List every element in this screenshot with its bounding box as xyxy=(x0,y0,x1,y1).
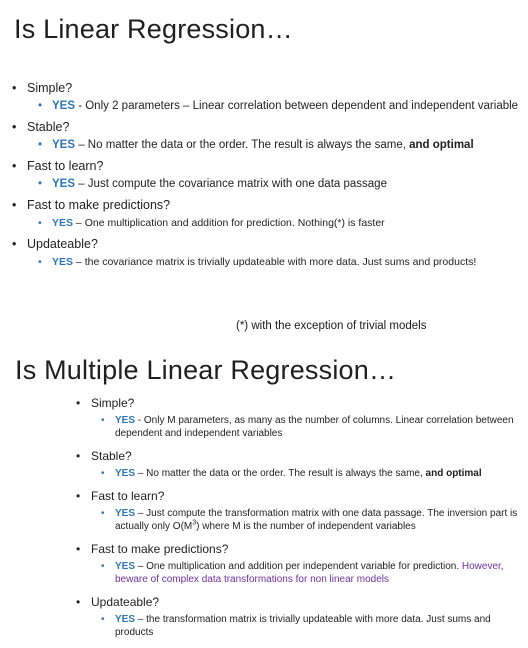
answer-text: - Only M parameters, as many as the number of columns. Linear correlation between dependent and independent variables xyxy=(115,415,514,439)
answer-warning-text: However, beware of complex data transformations for non linear models xyxy=(115,561,504,585)
answer-text: – Just compute the transformation matrix with one data passage. The inversion part is actually only O(M xyxy=(115,508,518,532)
yes-label: YES xyxy=(115,614,136,625)
yes-label: YES xyxy=(52,256,74,268)
answer-updateable xyxy=(115,613,520,639)
footnote: (*) with the exception of trivial models xyxy=(236,320,427,332)
yes-label: YES xyxy=(115,415,136,426)
answer-updateable xyxy=(52,254,527,270)
yes-label: YES xyxy=(115,468,136,479)
question-list xyxy=(91,396,521,648)
answer-fast-predictions xyxy=(115,560,520,586)
answer-fast-to-learn xyxy=(115,507,520,533)
answer-text: – One multiplication and addition for prediction. Nothing(*) is faster xyxy=(73,217,385,229)
answer-tail-text: ) where M is the number of independent variables xyxy=(196,521,416,532)
answer-text: – the covariance matrix is trivially updateable with more data. Just sums and products! xyxy=(73,256,477,268)
answer-stable xyxy=(115,467,520,480)
answer-stable xyxy=(52,137,527,153)
question-fast-predictions: • Fast to make predictions? xyxy=(27,197,527,213)
slide-title: Is Linear Regression… xyxy=(14,14,293,44)
slide-title: Is Multiple Linear Regression… xyxy=(15,355,397,385)
question-fast-to-learn: • Fast to learn? xyxy=(27,158,527,174)
yes-label: YES xyxy=(52,100,76,112)
question-list xyxy=(27,80,527,275)
question-fast-predictions: • Fast to make predictions? xyxy=(91,542,521,557)
answer-fast-predictions xyxy=(52,215,527,231)
question-fast-to-learn: • Fast to learn? xyxy=(91,489,521,504)
answer-fast-to-learn xyxy=(52,176,527,192)
answer-simple xyxy=(52,98,527,114)
question-stable: • Stable? xyxy=(91,449,521,464)
answer-text: – No matter the data or the order. The result is always the same, xyxy=(75,139,410,151)
yes-label: YES xyxy=(115,561,136,572)
question-simple: • Simple? xyxy=(91,396,521,411)
exponent: 3 xyxy=(192,519,197,527)
question-updateable: • Updateable? xyxy=(27,236,527,252)
yes-label: YES xyxy=(115,508,136,519)
yes-label: YES xyxy=(52,139,76,151)
answer-text: – the transformation matrix is trivially updateable with more data. Just sums and products xyxy=(115,614,491,638)
yes-label: YES xyxy=(52,178,76,190)
yes-label: YES xyxy=(52,217,74,229)
answer-text: – One multiplication and addition per independent variable for prediction. xyxy=(135,561,462,572)
question-stable: • Stable? xyxy=(27,119,527,135)
question-updateable: • Updateable? xyxy=(91,595,521,610)
answer-text: – Just compute the covariance matrix with one data passage xyxy=(75,178,387,190)
answer-text: - Only 2 parameters – Linear correlation between dependent and independent variable xyxy=(75,100,519,112)
answer-bold-text: and optimal xyxy=(409,139,474,151)
answer-simple xyxy=(115,414,520,440)
answer-bold-text: and optimal xyxy=(425,468,482,479)
question-simple: • Simple? xyxy=(27,80,527,96)
answer-text: – No matter the data or the order. The result is always the same, xyxy=(135,468,426,479)
